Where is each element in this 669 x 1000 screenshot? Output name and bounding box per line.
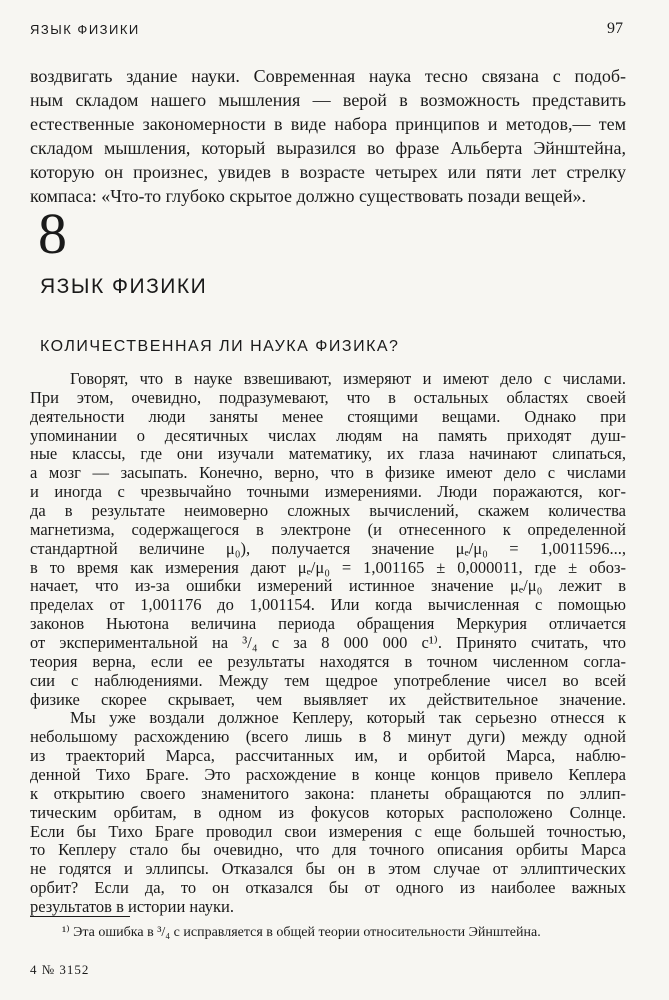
- text-line: денной Тихо Браге. Это расхождение в конце концов привело Кеплера: [30, 765, 626, 784]
- text-line: Мы уже воздали должное Кеплеру, который так серьезно отнесся к: [70, 708, 626, 728]
- chapter-number: 8: [38, 201, 67, 266]
- printer-signature: 4 № 3152: [30, 962, 90, 977]
- section-title: КОЛИЧЕСТВЕННАЯ ЛИ НАУКА ФИЗИКА?: [40, 338, 400, 355]
- text-line: от экспериментальной на ³/₄ с за 8 000 000 с¹⁾. Принято считать, что: [30, 633, 626, 652]
- text-line: не годятся и эллипсы. Отказался бы он в этом случае от эллиптических: [30, 859, 626, 879]
- text-line: При этом, очевидно, подразумевают, что в остальных областях своей: [30, 387, 626, 407]
- text-line: орбит? Если да, то он отказался бы от одного из наиболее важных: [30, 878, 626, 898]
- text-line: из траекторий Марса, рассчитанных им, и орбитой Марса, наблю-: [30, 746, 626, 766]
- text-line: магнетизма, содержащегося в электроне (и отнесенного к определенной: [30, 519, 626, 539]
- footnote: ¹⁾ Эта ошибка в ³/₄ с исправляется в общей теории относительности Эйнштейна.: [62, 925, 541, 940]
- text-line: складом мышления, который выразился во фразе Альберта Эйнштейна,: [30, 138, 626, 158]
- text-line: теория верна, если ее результаты находятся в точном численном согла-: [30, 651, 626, 671]
- text-line: пределах от 1,001176 до 1,001154. Или когда вычисленная с помощью: [30, 595, 626, 615]
- text-line: упоминании о десятичных числах людям на память приходят душ-: [30, 425, 626, 445]
- running-title: ЯЗЫК ФИЗИКИ: [30, 22, 140, 37]
- text-line: ные классы, где они изучали математику, их глаза начинают слипаться,: [30, 444, 626, 464]
- text-line: физике скорее скрывает, чем выявляет их действительное значение.: [30, 689, 626, 709]
- text-line: Если бы Тихо Браге проводил свои измерения с еще большей точностью,: [30, 821, 626, 841]
- text-line: воздвигать здание науки. Современная наука тесно связана с подоб-: [30, 66, 626, 86]
- text-line: то Кеплеру стало бы очевидно, что для точного описания орбиты Марса: [30, 840, 626, 860]
- text-line: стандартной величине μ₀), получается значение μₑ/μ₀ = 1,0011596...,: [30, 538, 626, 558]
- text-line: в то время как измерения дают μₑ/μ₀ = 1,001165 ± 0,000011, где ± обоз-: [30, 557, 626, 577]
- text-line: Говорят, что в науке взвешивают, измеряют и имеют дело с числами.: [70, 369, 626, 388]
- text-line: а мозг — засыпать. Конечно, верно, что в физике имеют дело с числами: [30, 463, 626, 483]
- page-number: 97: [607, 20, 623, 37]
- text-line: результатов в истории науки.: [30, 897, 234, 916]
- text-line: ным складом нашего мышления — верой в возможность представить: [30, 90, 626, 110]
- text-line: начает, что из-за ошибки измерений истинное значение μₑ/μ₀ лежит в: [30, 576, 626, 596]
- text-line: естественные закономерности в виде набора принципов и методов,— тем: [30, 114, 626, 134]
- text-line: сии с наблюдениями. Между тем щедрое употребление чисел во всей: [30, 670, 626, 690]
- text-line: которую он произнес, увидев в возрасте четырех или пяти лет стрелку: [30, 162, 626, 182]
- text-line: небольшому расхождению (всего лишь в 8 минут дуги) между одной: [30, 727, 626, 747]
- text-line: деятельности люди заняты менее стоящими вещами. Однако при: [30, 406, 626, 426]
- text-line: к открытию своего знаменитого закона: планеты обращаются по эллип-: [30, 783, 626, 803]
- footnote-rule: [30, 916, 130, 917]
- text-line: тическим орбитам, в одном из фокусов которых расположено Солнце.: [30, 802, 626, 822]
- text-line: и иногда с чрезвычайно точными измерениями. Люди поражаются, ког-: [30, 482, 626, 502]
- text-line: компаса: «Что-то глубоко скрытое должно существовать позади вещей».: [30, 186, 587, 206]
- text-line: законов Ньютона величина периода обращения Меркурия отличается: [30, 614, 626, 634]
- chapter-title: ЯЗЫК ФИЗИКИ: [40, 275, 208, 298]
- text-line: да в результате неимоверно сложных вычислений, скажем количества: [30, 501, 626, 520]
